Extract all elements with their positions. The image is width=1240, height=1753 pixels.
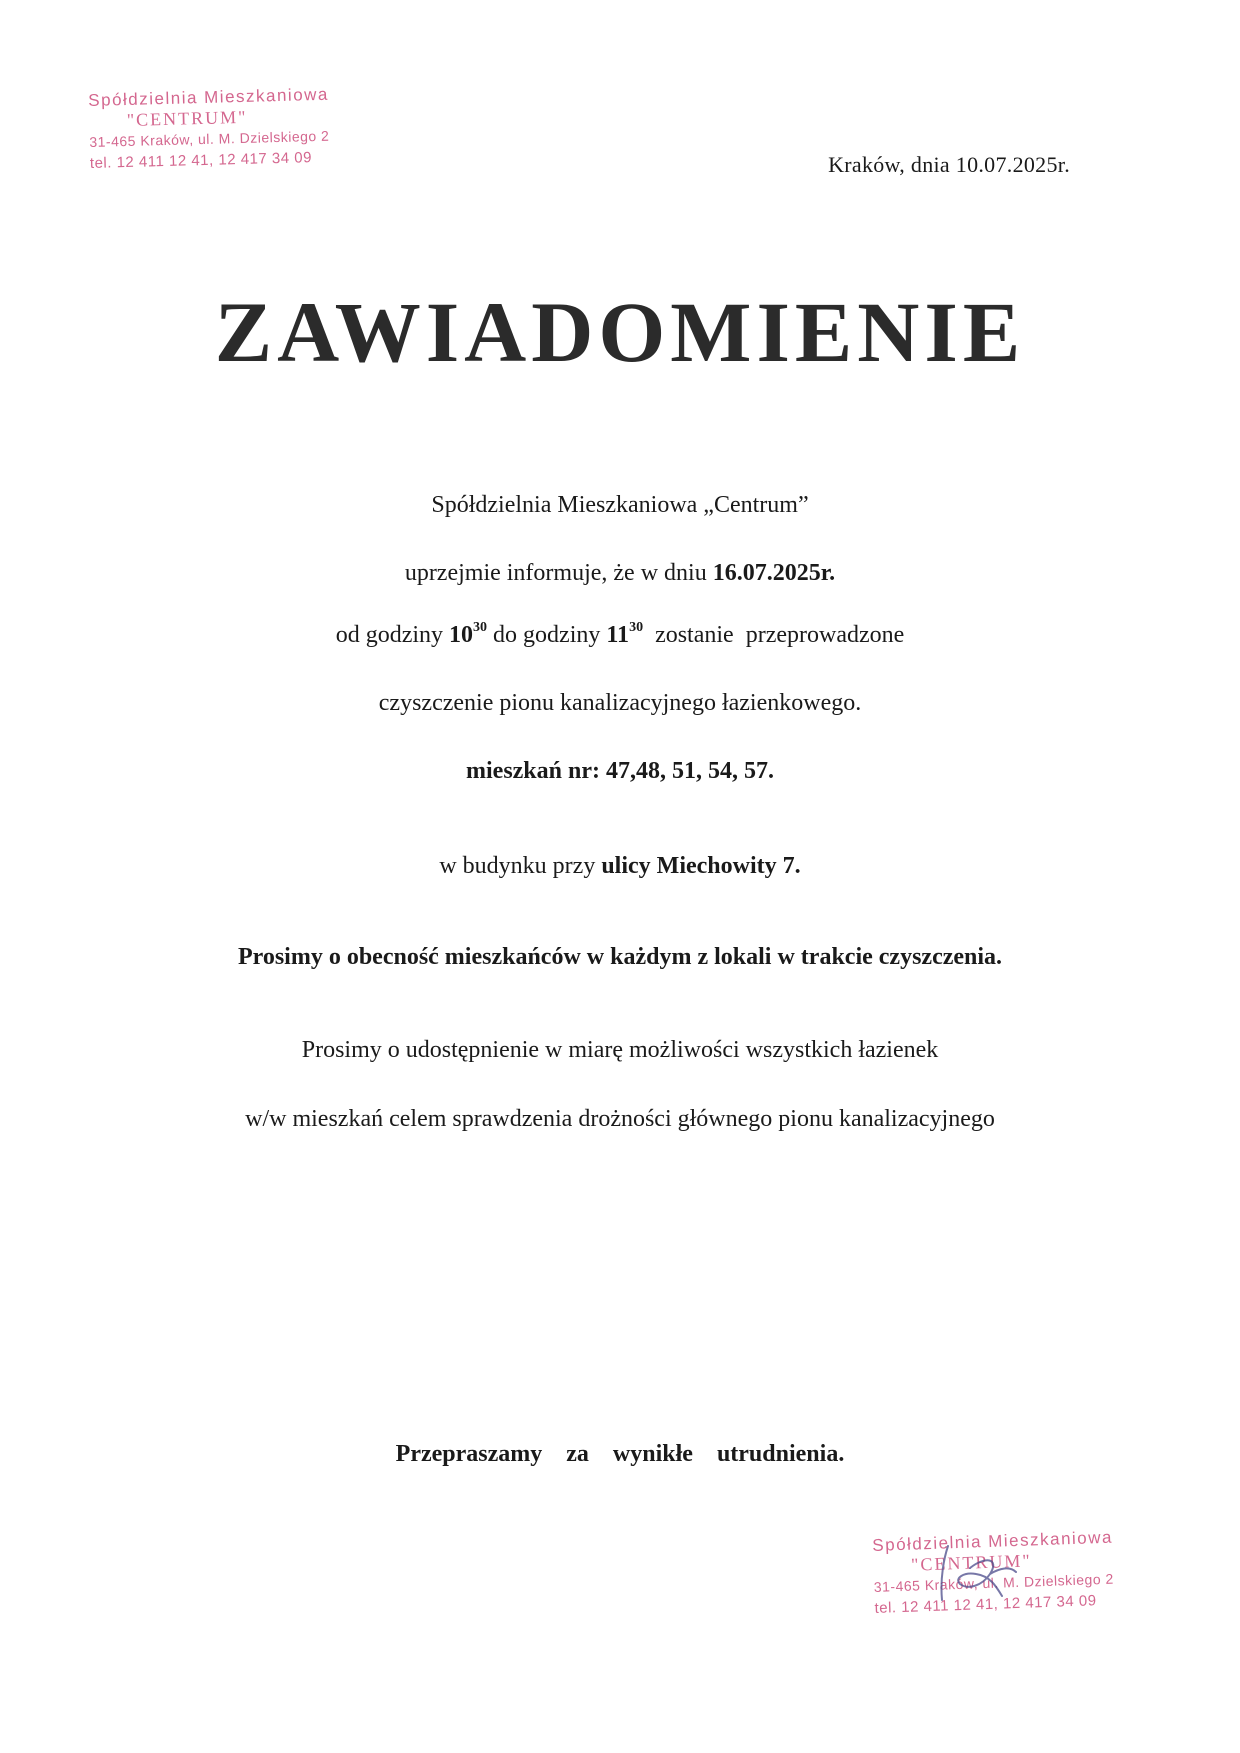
page-title: ZAWIADOMIENIE bbox=[214, 284, 1026, 380]
time-to-prefix: do godziny bbox=[487, 622, 607, 648]
building-prefix: w budynku przy bbox=[439, 853, 602, 879]
org-name: Spółdzielnia Mieszkaniowa „Centrum” bbox=[431, 492, 809, 518]
date-line-prefix: uprzejmie informuje, że w dniu bbox=[404, 560, 713, 586]
place-and-date: Kraków, dnia 10.07.2025r. bbox=[828, 152, 1070, 177]
stamp-phone: tel. 12 411 12 41, 12 417 34 09 bbox=[89, 149, 313, 172]
time-line bbox=[0, 622, 1240, 649]
stamp-brand: "CENTRUM" bbox=[910, 1550, 1033, 1575]
access-request-line-1: Prosimy o udostępnienie w miarę możliwości wszystkich łazienek bbox=[301, 1037, 939, 1063]
stamp-address: 31-465 Kraków, ul. M. Dzielskiego 2 bbox=[89, 127, 330, 150]
time-from-prefix: od godziny bbox=[335, 622, 450, 648]
stamp-name: Spółdzielnia Mieszkaniowa bbox=[88, 84, 330, 110]
stamp-phone: tel. 12 411 12 41, 12 417 34 09 bbox=[874, 1592, 1097, 1617]
date-line bbox=[0, 560, 1240, 587]
building-street: ulicy Miechowity 7. bbox=[601, 853, 801, 879]
cooperative-stamp-top bbox=[88, 84, 331, 174]
task-line: czyszczenie pionu kanalizacyjnego łazienkowego. bbox=[378, 690, 862, 716]
time-start-hour: 10 bbox=[449, 622, 474, 648]
apartments-line: mieszkań nr: 47,48, 51, 54, 57. bbox=[466, 758, 774, 784]
action-text: zostanie przeprowadzone bbox=[643, 622, 905, 648]
stamp-name: Spółdzielnia Mieszkaniowa bbox=[872, 1527, 1114, 1555]
event-date: 16.07.2025r. bbox=[712, 560, 836, 586]
stamp-address: 31-465 Kraków, ul. M. Dzielskiego 2 bbox=[873, 1570, 1115, 1595]
presence-request: Prosimy o obecność mieszkańców w każdym z lokali w trakcie czyszczenia. bbox=[237, 944, 1003, 970]
closing-apology: Przepraszamy za wynikłe utrudnienia. bbox=[395, 1441, 845, 1467]
time-end-hour: 11 bbox=[606, 622, 630, 648]
handwritten-signature bbox=[930, 1538, 1050, 1618]
access-request-line-2: w/w mieszkań celem sprawdzenia drożności głównego pionu kanalizacyjnego bbox=[245, 1106, 995, 1132]
building-line bbox=[0, 853, 1240, 880]
time-start-minutes: 30 bbox=[473, 620, 488, 635]
stamp-brand: "CENTRUM" bbox=[126, 106, 248, 130]
time-end-minutes: 30 bbox=[629, 620, 644, 635]
